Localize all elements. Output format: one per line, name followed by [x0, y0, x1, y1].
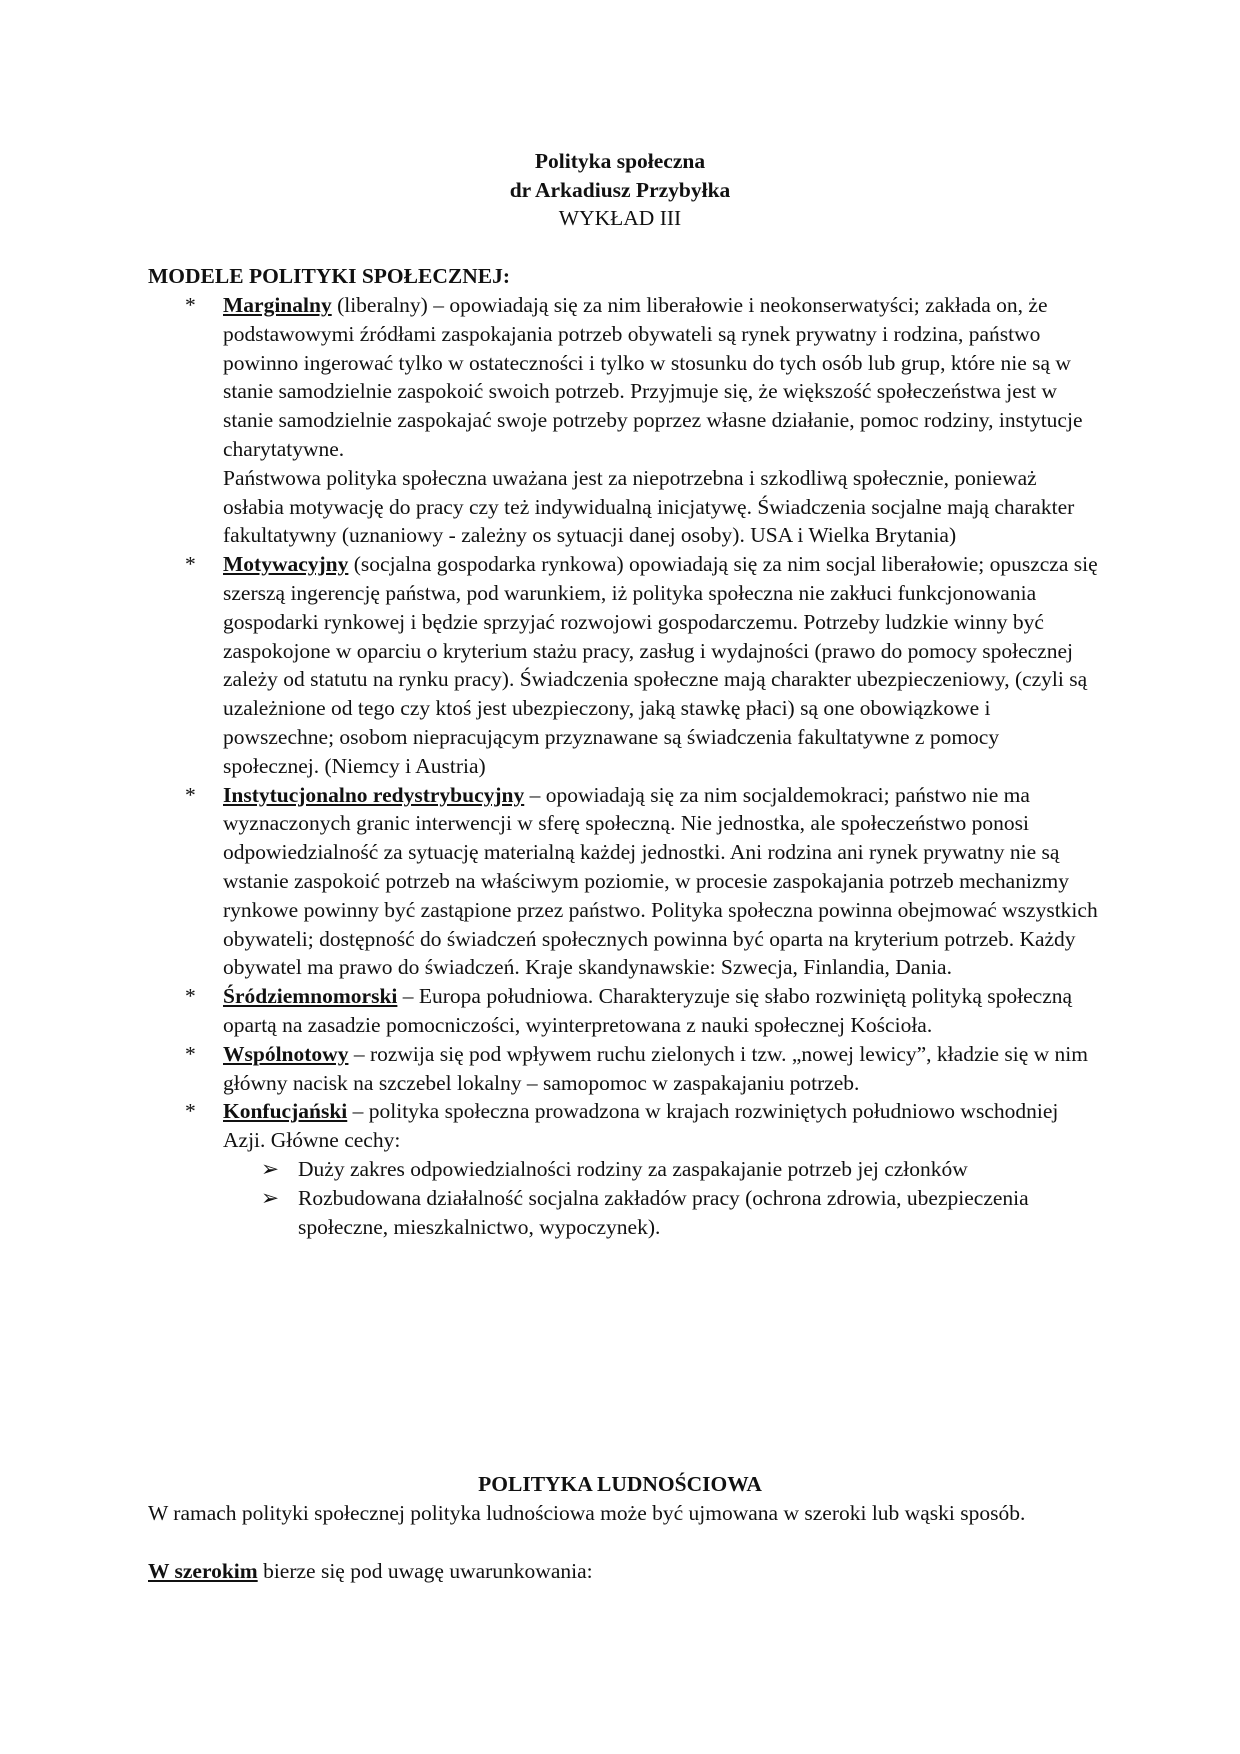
list-item-mediterranean-model	[148, 982, 1098, 1040]
feature-text: Duży zakres odpowiedzialności rodziny za zaspakajanie potrzeb jej członków	[298, 1156, 968, 1181]
population-intro-paragraph: W ramach polityki społecznej polityka ludnościowa może być ujmowana w szeroki lub wąski sposób.	[148, 1501, 1026, 1525]
broad-approach-paragraph	[148, 1557, 1098, 1586]
feature-text: Rozbudowana działalność socjalna zakładów pracy (ochrona zdrowia, ubezpieczenia społeczne, mieszkalnictwo, wypoczynek).	[298, 1185, 1029, 1239]
model-name: Śródziemnomorski	[223, 984, 398, 1009]
document-author: dr Arkadiusz Przybyłka	[509, 177, 731, 202]
model-description	[223, 550, 1098, 780]
model-name: Instytucjonalno redystrybucyjny	[223, 782, 525, 807]
model-description-continued: Państwowa polityka społeczna uważana jest za niepotrzebna i szkodliwą społecznie, ponieważ osłabia motywację do pracy czy też indywidualną inicjatywę. Świadczenia socjalne mają charakter fakultatywny (uznaniowy - zależny os sytuacji danej osoby). USA i Wielka Brytania)	[223, 465, 1075, 548]
models-list	[148, 291, 1098, 1241]
broad-approach-text: bierze się pod uwagę uwarunkowania:	[257, 1559, 593, 1583]
document-title: Polityka społeczna	[534, 149, 706, 173]
arrow-bullet-icon: ➢	[261, 1156, 280, 1181]
model-description	[223, 1040, 1098, 1098]
model-description	[223, 291, 1098, 464]
model-text: – opowiadają się za nim socjaldemokraci; państwo nie ma wyznaczonych granic interwencji w sferę społeczną. Nie jednostka, ale społeczeństwo ponosi odpowiedzialność za sytuację materialną każdej jednostki. Ani rodzina ani rynek prywatny nie są wstanie zaspokoić potrzeb na właściwym poziomie, w procesie zaspokajania potrzeb mechanizmy rynkowe powinny być zastąpione przez państwo. Polityka społeczna powinna obejmować wszystkich obywateli; dostępność do świadczeń społecznych powinna być oparta na kryterium potrzeb. Każdy obywatel ma prawo do świadczeń. Kraje skandynawskie: Szwecja, Finlandia, Dania.	[223, 782, 1098, 980]
list-item-marginal-model	[148, 291, 1098, 550]
asterisk-bullet-icon: *	[185, 552, 196, 577]
broad-approach-lead: W szerokim	[148, 1559, 258, 1583]
list-item-feature	[223, 1184, 1098, 1242]
model-description	[223, 1097, 1098, 1155]
asterisk-bullet-icon: *	[185, 984, 196, 1009]
model-name: Wspólnotowy	[223, 1041, 349, 1066]
section-heading-models: MODELE POLITYKI SPOŁECZNEJ:	[148, 264, 510, 288]
model-description	[223, 781, 1098, 983]
model-text: – polityka społeczna prowadzona w krajach rozwiniętych południowo wschodniej Azji. Główne cechy:	[223, 1099, 1059, 1153]
document-header	[0, 147, 1240, 233]
model-text: – Europa południowa. Charakteryzuje się słabo rozwiniętą polityką społeczną opartą na zasadzie pomocniczości, wyinterpretowana z nauki społecznej Kościoła.	[223, 984, 1073, 1037]
list-item-confucian-model	[148, 1097, 1098, 1241]
model-name: Konfucjański	[223, 1099, 348, 1124]
model-description	[223, 982, 1098, 1040]
model-text: – rozwija się pod wpływem ruchu zielonych i tzw. „nowej lewicy”, kładzie się w nim główny nacisk na szczebel lokalny – samopomoc w zaspakajaniu potrzeb.	[223, 1041, 1088, 1095]
lecture-number: WYKŁAD III	[558, 206, 682, 230]
list-item-institutional-model	[148, 781, 1098, 983]
model-text: (liberalny) – opowiadają się za nim liberałowie i neokonserwatyści; zakłada on, że podstawowymi źródłami zaspokajania potrzeb obywateli są rynek prywatny i rodzina, państwo powinno ingerować tylko w ostateczności i tylko w stosunku do tych osób lub grup, które nie są w stanie samodzielnie zaspokoić swoich potrzeb. Przyjmuje się, że większość społeczeństwa jest w stanie samodzielnie zaspokajać swoje potrzeby poprzez własne działanie, pomoc rodziny, instytucje charytatywne.	[223, 293, 1083, 461]
asterisk-bullet-icon: *	[185, 1099, 196, 1124]
asterisk-bullet-icon: *	[185, 1041, 196, 1066]
model-name: Motywacyjny	[223, 552, 349, 577]
model-name: Marginalny	[223, 293, 332, 317]
list-item-communal-model	[148, 1040, 1098, 1098]
list-item-motivational-model	[148, 550, 1098, 780]
asterisk-bullet-icon: *	[185, 293, 196, 317]
arrow-bullet-icon: ➢	[261, 1185, 280, 1210]
asterisk-bullet-icon: *	[185, 782, 196, 807]
confucian-features-list	[223, 1155, 1098, 1241]
list-item-feature	[223, 1155, 1098, 1184]
model-text: (socjalna gospodarka rynkowa) opowiadają się za nim socjal liberałowie; opuszcza się szerszą ingerencję państwa, pod warunkiem, iż polityka społeczna nie zakłuci funkcjonowania gospodarki rynkowej i będzie sprzyjać rozwojowi gospodarczemu. Potrzeby ludzkie winny być zaspokojone w oparciu o kryterium stażu pracy, zasług i wydajności (prawo do pomocy społecznej zależy od statutu na rynku pracy). Świadczenia społeczne mają charakter ubezpieczeniowy, (czyli są uzależnione od tego czy ktoś jest ubezpieczony, jaką stawkę płaci) są one obowiązkowe i powszechne; osobom niepracującym przyznawane są świadczenia fakultatywne z pomocy społecznej. (Niemcy i Austria)	[223, 552, 1098, 778]
section-heading-population: POLITYKA LUDNOŚCIOWA	[478, 1472, 762, 1496]
